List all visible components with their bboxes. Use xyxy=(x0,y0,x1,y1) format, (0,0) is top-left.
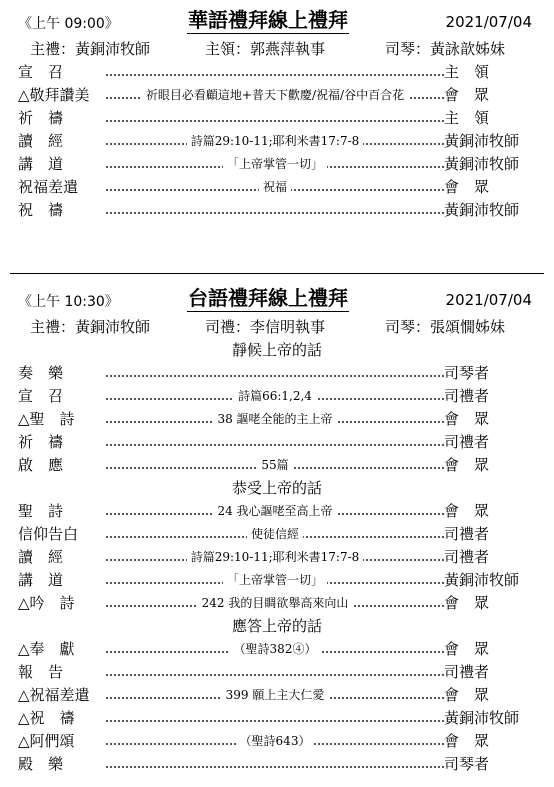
item-role: 會 眾 xyxy=(444,640,490,658)
item-role: 司禮者 xyxy=(444,663,490,681)
dot-leader xyxy=(106,444,444,446)
item-role: 黃銅沛牧師 xyxy=(444,201,520,219)
item-role: 黃銅沛牧師 xyxy=(444,132,520,150)
item-detail xyxy=(106,730,444,753)
item-detail-text: 詩篇29:10-11;耶利米書17:7-8 xyxy=(187,134,364,148)
service-date: 2021/07/04 xyxy=(445,13,532,31)
item-name: 聖 詩 xyxy=(18,502,64,520)
item-role: 會 眾 xyxy=(444,86,490,104)
item-name: 祈 禱 xyxy=(18,109,64,127)
item-role: 司禮者 xyxy=(444,387,490,405)
service-date: 2021/07/04 xyxy=(445,291,532,309)
service-title: 台語禮拜線上禮拜 xyxy=(188,286,348,310)
order-item xyxy=(0,730,554,753)
order-item xyxy=(0,523,554,546)
item-detail-text: 詩篇29:10-11;耶利米書17:7-8 xyxy=(187,550,364,564)
order-item xyxy=(0,707,554,730)
order-item xyxy=(0,638,554,661)
item-detail-text: （聖詩643） xyxy=(236,734,315,748)
section-subheading: 靜候上帝的話 xyxy=(231,341,322,359)
item-name: △祝 禱 xyxy=(18,709,75,727)
order-item xyxy=(0,362,554,385)
staff-line xyxy=(0,314,554,339)
dot-leader xyxy=(106,212,444,214)
item-role: 會 眾 xyxy=(444,594,490,612)
item-detail-text: 399 願上主大仁愛 xyxy=(222,688,329,702)
dot-leader xyxy=(106,720,444,722)
order-item xyxy=(0,61,554,84)
order-item xyxy=(0,385,554,408)
order-item xyxy=(0,661,554,684)
dot-leader xyxy=(106,120,444,122)
item-name: 信仰告白 xyxy=(18,525,79,543)
item-detail xyxy=(106,523,444,546)
item-role: 司禮者 xyxy=(444,525,490,543)
item-name: 宣 召 xyxy=(18,387,64,405)
order-of-service xyxy=(0,61,554,222)
item-detail-text: 242 我的目睭欲舉高來向山 xyxy=(198,596,353,610)
service-header xyxy=(0,6,554,36)
order-item xyxy=(0,408,554,431)
item-role: 會 眾 xyxy=(444,178,490,196)
order-of-service xyxy=(0,339,554,776)
order-item xyxy=(0,107,554,130)
item-name: 讀 經 xyxy=(18,548,64,566)
item-name: 講 道 xyxy=(18,155,64,173)
item-name: 講 道 xyxy=(18,571,64,589)
section-divider xyxy=(10,273,544,274)
item-detail-text: 使徒信經 xyxy=(247,527,303,541)
order-item xyxy=(0,130,554,153)
staff-line xyxy=(0,36,554,61)
item-role: 主 領 xyxy=(444,63,490,81)
order-item xyxy=(0,153,554,176)
item-detail-text: 詩篇66:1,2,4 xyxy=(234,389,316,403)
item-name: △祝福差遣 xyxy=(18,686,90,704)
item-name: 宣 召 xyxy=(18,63,64,81)
item-name: 祝 禱 xyxy=(18,201,64,219)
item-role: 會 眾 xyxy=(444,502,490,520)
item-detail-text: （聖詩382④） xyxy=(230,642,321,656)
item-name: 讀 經 xyxy=(18,132,64,150)
item-name: 祈 禱 xyxy=(18,433,64,451)
service-title: 華語禮拜線上禮拜 xyxy=(188,8,348,32)
organist: 司琴：張頌憪姊妹 xyxy=(385,318,506,336)
item-role: 司琴者 xyxy=(444,364,490,382)
item-role: 黃銅沛牧師 xyxy=(444,709,520,727)
item-detail xyxy=(106,153,444,176)
item-detail-text: 「上帝掌管一切」 xyxy=(223,573,327,587)
order-item xyxy=(0,84,554,107)
item-detail xyxy=(106,385,444,408)
item-name: 殿 樂 xyxy=(18,755,64,773)
item-detail xyxy=(106,454,444,477)
order-item xyxy=(0,684,554,707)
dot-leader xyxy=(106,375,444,377)
item-detail xyxy=(106,638,444,661)
presider: 主禮：黃銅沛牧師 xyxy=(30,40,151,58)
liturgist: 司禮：李信明執事 xyxy=(205,318,326,336)
item-detail-text: 「上帝掌管一切」 xyxy=(223,157,327,171)
item-detail xyxy=(106,592,444,615)
order-item xyxy=(0,546,554,569)
service-header xyxy=(0,284,554,314)
order-item xyxy=(0,431,554,454)
item-name: 啟 應 xyxy=(18,456,64,474)
worship-leader: 主領：郭燕萍執事 xyxy=(205,40,326,58)
order-item xyxy=(0,199,554,222)
item-detail xyxy=(106,684,444,707)
taiwanese-service-section xyxy=(0,284,554,776)
item-name: △聖 詩 xyxy=(18,410,75,428)
item-detail xyxy=(106,500,444,523)
item-detail xyxy=(106,408,444,431)
item-role: 主 領 xyxy=(444,109,490,127)
dot-leader xyxy=(106,766,444,768)
item-name: 報 告 xyxy=(18,663,64,681)
order-item xyxy=(0,592,554,615)
item-name: 祝福差遣 xyxy=(18,178,79,196)
order-item xyxy=(0,569,554,592)
section-subheading: 恭受上帝的話 xyxy=(231,479,322,497)
item-role: 黃銅沛牧師 xyxy=(444,155,520,173)
dot-leader xyxy=(106,74,444,76)
item-role: 會 眾 xyxy=(444,732,490,750)
section-subheading: 應答上帝的話 xyxy=(231,617,322,635)
item-role: 會 眾 xyxy=(444,456,490,474)
item-detail-text: 24 我心謳咾至高上帝 xyxy=(213,504,336,518)
item-detail-text: 祝福 xyxy=(259,180,291,194)
item-detail-text: 38 謳咾全能的主上帝 xyxy=(213,412,336,426)
item-role: 司琴者 xyxy=(444,755,490,773)
service-time: 《上午 10:30》 xyxy=(18,294,119,310)
item-name: △奉 獻 xyxy=(18,640,75,658)
dot-leader xyxy=(106,674,444,676)
item-detail-text: 55篇 xyxy=(257,458,292,472)
item-detail xyxy=(106,176,444,199)
mandarin-service-section xyxy=(0,6,554,222)
item-role: 會 眾 xyxy=(444,686,490,704)
order-item xyxy=(0,753,554,776)
order-item xyxy=(0,454,554,477)
item-role: 會 眾 xyxy=(444,410,490,428)
item-name: △吟 詩 xyxy=(18,594,75,612)
item-role: 司禮者 xyxy=(444,433,490,451)
item-name: 奏 樂 xyxy=(18,364,64,382)
item-detail xyxy=(106,130,444,153)
service-time: 《上午 09:00》 xyxy=(18,16,119,32)
item-role: 黃銅沛牧師 xyxy=(444,571,520,589)
item-detail xyxy=(106,546,444,569)
item-detail xyxy=(106,569,444,592)
item-name: △敬拜讚美 xyxy=(18,86,90,104)
item-role: 司禮者 xyxy=(444,548,490,566)
order-item xyxy=(0,176,554,199)
item-detail-text: 祈眼目必看顧這地+普天下歡慶/祝福/谷中百合花 xyxy=(142,88,408,102)
organist: 司琴：黃詠歆姊妹 xyxy=(385,40,506,58)
item-detail xyxy=(106,84,444,107)
item-name: △阿們頌 xyxy=(18,732,75,750)
presider: 主禮：黃銅沛牧師 xyxy=(30,318,151,336)
order-item xyxy=(0,500,554,523)
